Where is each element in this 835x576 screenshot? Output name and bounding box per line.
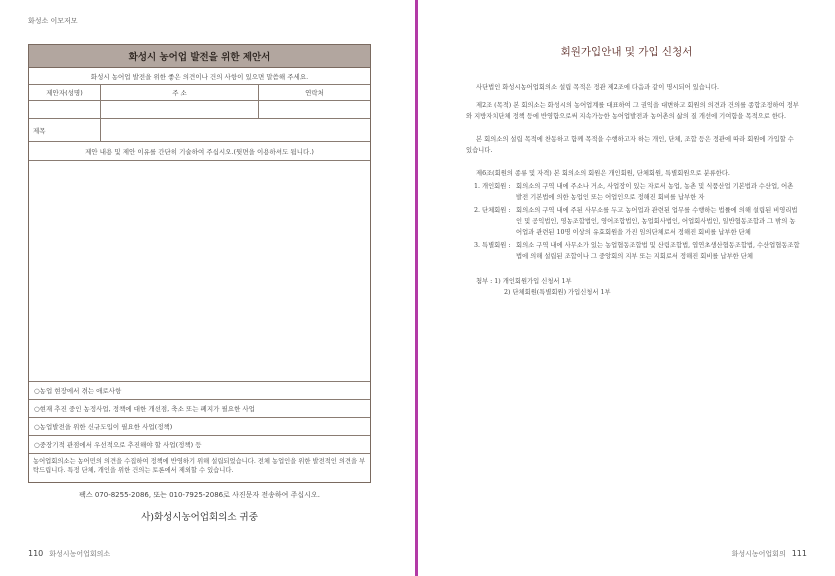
header-address: 주 소 — [101, 85, 259, 100]
signature-line: 사)화성시농어업회의소 귀중 — [141, 512, 258, 523]
left-page — [0, 0, 415, 576]
proposer-field[interactable] — [29, 101, 101, 118]
proposal-form — [28, 44, 371, 483]
option-item: ○농업 현장에서 겪는 애로사항 — [34, 387, 122, 395]
fax-line: 팩스 070-8255-2086, 또는 010-7925-2086로 사진문자 전송하여 주십시오. — [79, 491, 320, 499]
member-label: 2. 단체회원 : — [474, 207, 511, 214]
running-head: 화성소 이모저모 — [28, 17, 78, 25]
member-label: 3. 특별회원 : — [474, 242, 511, 249]
right-page-title: 회원가입안내 및 가입 신청서 — [560, 46, 693, 58]
header-contact: 연락처 — [305, 89, 324, 97]
subject-label: 제목 — [29, 119, 101, 141]
member-item — [474, 181, 801, 203]
form-input-row — [29, 101, 370, 119]
form-notice: 화성시 농어업 발전을 위한 좋은 의견이나 건의 사항이 있으면 말씀해 주세요. — [90, 72, 309, 81]
right-page-body — [466, 82, 801, 298]
option-item: ○농업발전을 위한 신규도입이 필요한 사업(정책) — [34, 423, 173, 431]
article2-paragraph: 제2조 (목적) 본 회의소는 화성시의 농어업계를 대표하여 그 권익을 대변하고 회원의 의견과 건의를 종합조정하여 정부와 지방자치단체 정책 등에 반영함으로써 지속가능한 농어업발전과 농어촌의 삶의 질 개선에 기여함을 목적으로 한다. — [466, 102, 799, 120]
intro-paragraph: 사단법인 화성시농어업회의소 설립 목적은 정관 제2조에 다음과 같이 명시되어 있습니다. — [476, 84, 720, 91]
left-page-number: 110 — [28, 549, 44, 558]
form-instruction: 제안 내용 및 제안 이유를 간단히 기술하여 주십시오.(뒷면을 이용하셔도 됩니다.) — [85, 147, 314, 156]
option-item: ○중장기적 관점에서 우선적으로 추진해야 할 사업(정책) 등 — [34, 441, 202, 449]
form-header-row — [29, 85, 370, 101]
attachment-1: 첨부 : 1) 개인회원가입 신청서 1부 — [476, 278, 572, 285]
option-item: ○현재 추진 중인 농정사업, 정책에 대한 개선점, 축소 또는 폐지가 필요한 사업 — [34, 405, 255, 413]
form-footnote: 농어업회의소는 농어민의 의견을 수집하여 정책에 반영하기 위해 설립되었습니다. 전체 농업인을 위한 발전적인 의견을 부탁드립니다. 특정 단체, 개인을 위한 건의는 토론에서 제외할 수 있습니다. — [33, 458, 366, 474]
member-text: 회의소의 구역 내에 주된 사무소를 두고 농어업과 관련된 업무를 수행하는 법률에 의해 설립된 비영리법인 및 공익법인, 영농조합법인, 영어조합법인, 농업회사법인, 어업회사법인, 일반협동조합과 그 밖의 농어업과 관련된 10명 이상의 유효회원을 가진 임의단체로서 정해진 회비를 납부한 단체 — [516, 207, 798, 236]
address-field[interactable] — [101, 101, 259, 118]
member-text: 회의소 구역 내에 사무소가 있는 농업협동조합법 및 산림조합법, 엽연초생산협동조합법, 수산업협동조합법에 의해 설립된 조합이나 그 중앙회의 지부 또는 지회로서 정해진 회비를 납부한 단체 — [516, 242, 800, 260]
contact-field[interactable] — [259, 101, 370, 118]
article6-paragraph: 제6조(회원의 종류 및 자격) 본 회의소의 회원은 개인회원, 단체회원, 특별회원으로 분류한다. — [476, 170, 730, 177]
subject-field[interactable] — [101, 119, 370, 141]
proposal-content-area[interactable] — [29, 161, 370, 381]
subject-row — [29, 119, 370, 142]
right-footer-label: 화성시농어업회의 — [731, 550, 786, 558]
left-footer-label: 화성시농어업회의소 — [49, 550, 111, 558]
member-text: 회의소의 구역 내에 주소나 거소, 사업장이 있는 자로서 농업, 농촌 및 식품산업 기본법과 수산업, 어촌 발전 기본법에 의한 농업인 또는 어업인으로 정해진 회비를 납부한 자 — [516, 183, 794, 201]
join-paragraph: 본 회의소의 설립 목적에 찬동하고 함께 목적을 수행하고자 하는 개인, 단체, 조합 등은 정관에 따라 회원에 가입할 수 있습니다. — [466, 136, 794, 154]
left-folio — [28, 549, 110, 559]
right-page-number: 111 — [791, 549, 807, 558]
right-folio — [732, 549, 807, 559]
right-page — [418, 0, 835, 576]
attachment-2: 2) 단체회원(특별회원) 가입신청서 1부 — [504, 289, 611, 296]
form-title: 화성시 농어업 발전을 위한 제안서 — [29, 45, 370, 68]
member-item — [474, 240, 801, 262]
member-item — [474, 205, 801, 238]
member-label: 1. 개인회원 : — [474, 183, 511, 190]
header-proposer: 제안자(성명) — [29, 85, 101, 100]
